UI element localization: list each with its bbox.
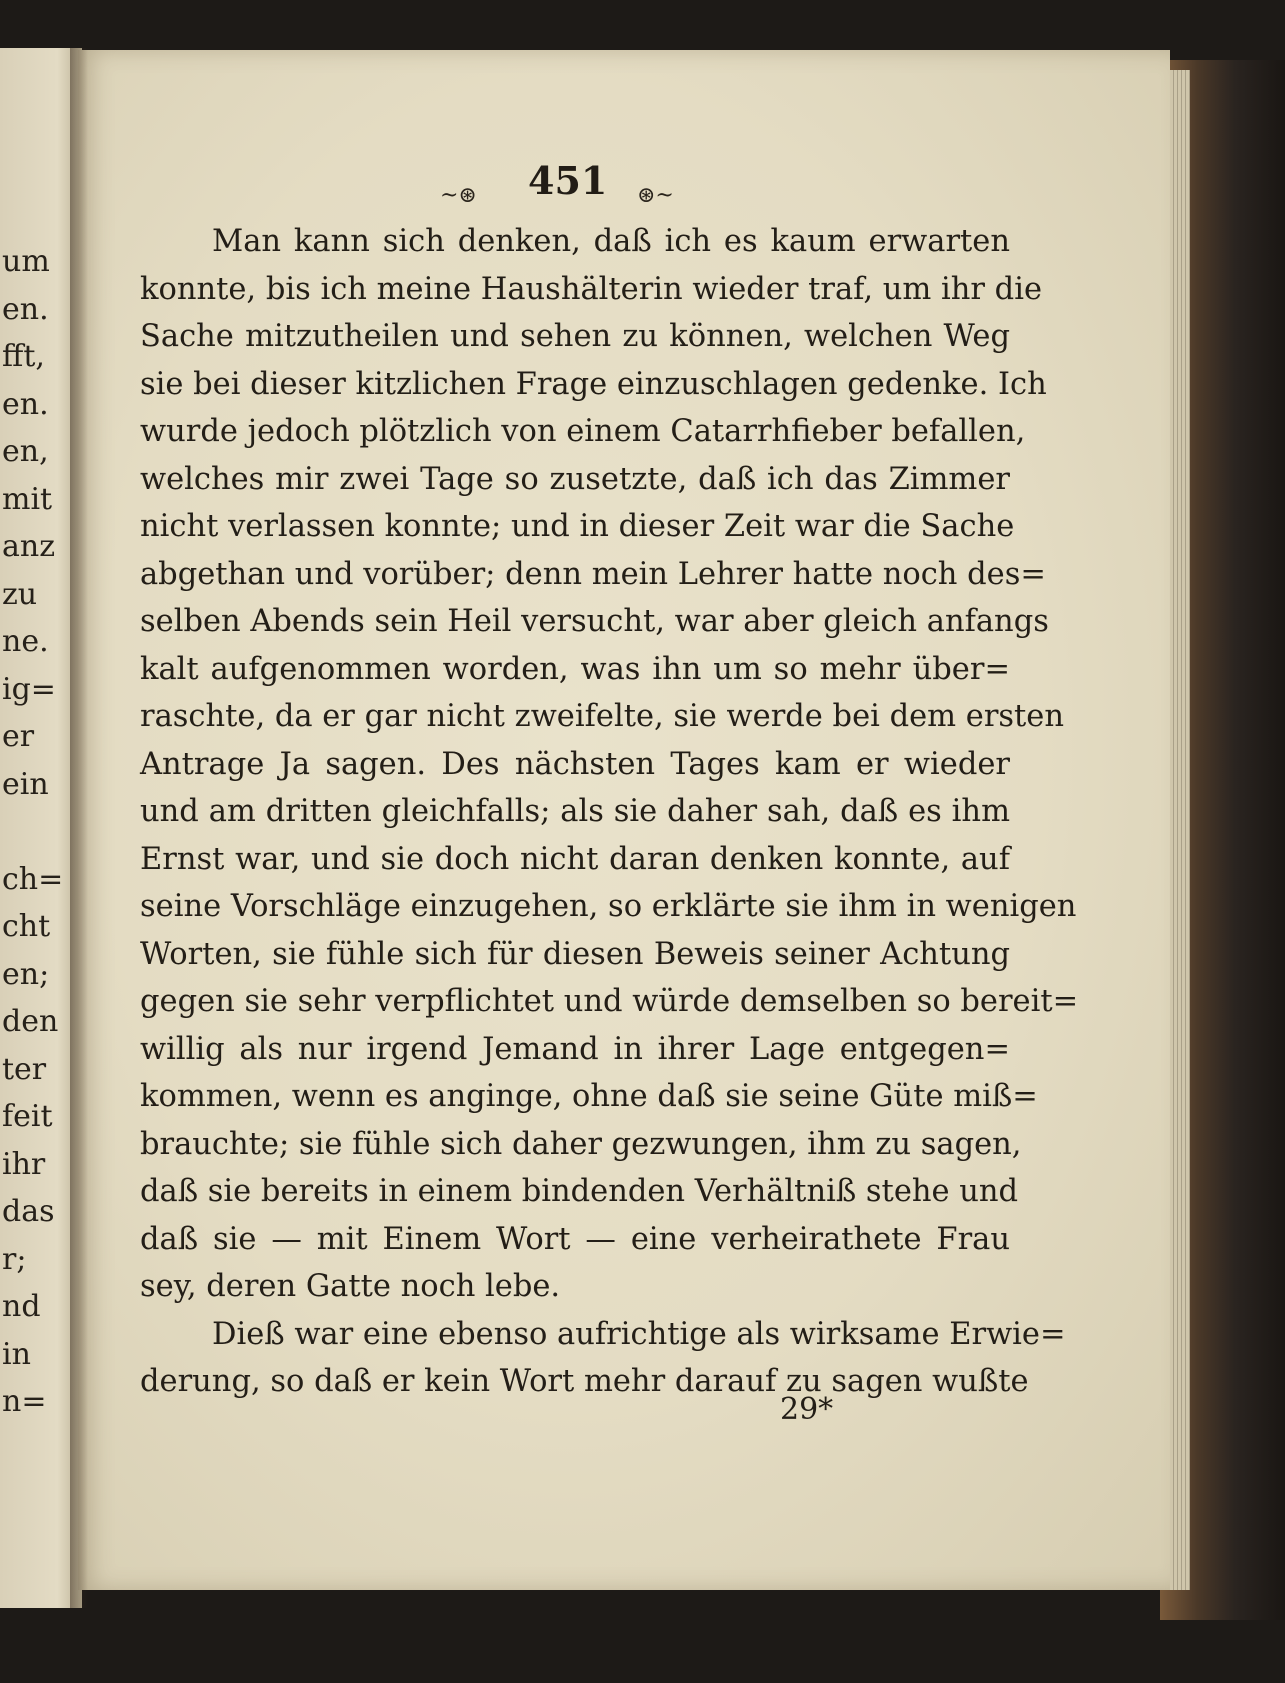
- left-fragment: ein: [2, 766, 49, 802]
- left-fragment: fft,: [2, 339, 45, 374]
- left-fragment: en.: [2, 386, 49, 422]
- left-fragment: den: [2, 1004, 59, 1039]
- text-line: Man kann sich denken, daß ich es kaum erwarten: [212, 224, 1010, 259]
- left-fragment: um: [2, 244, 50, 279]
- text-line: brauchte; sie fühle sich daher gezwungen, ihm zu sagen,: [140, 1126, 1022, 1162]
- left-fragment: nd: [2, 1289, 41, 1324]
- left-fragment: zu: [2, 576, 38, 612]
- left-fragment: das: [2, 1194, 55, 1229]
- text-line: sey, deren Gatte noch lebe.: [140, 1269, 561, 1304]
- text-line: welches mir zwei Tage so zusetzte, daß ich das Zimmer: [140, 461, 1010, 497]
- page-number: 451: [528, 158, 608, 203]
- text-line: raschte, da er gar nicht zweifelte, sie werde bei dem ersten: [140, 699, 1064, 734]
- left-fragment: anz: [2, 529, 56, 564]
- page-body: [140, 218, 1079, 1406]
- text-line: konnte, bis ich meine Haushälterin wieder traf, um ihr die: [140, 271, 1043, 307]
- text-line: daß sie — mit Einem Wort — eine verheirathete Frau: [140, 1221, 1010, 1257]
- text-line: abgethan und vorüber; denn mein Lehrer hatte noch des=: [140, 556, 1046, 592]
- text-line: daß sie bereits in einem bindenden Verhältniß stehe und: [140, 1174, 1019, 1209]
- left-fragment: ter: [2, 1051, 47, 1087]
- text-line: derung, so daß er kein Wort mehr darauf zu sagen wußte: [140, 1364, 1029, 1399]
- text-line: willig als nur irgend Jemand in ihrer Lage entgegen=: [140, 1031, 1010, 1067]
- left-fragment: r;: [2, 1241, 27, 1277]
- left-page-fragments: [2, 238, 63, 1426]
- left-fragment: n=: [2, 1384, 47, 1419]
- text-line: nicht verlassen konnte; und in dieser Zeit war die Sache: [140, 509, 1015, 544]
- text-line: wurde jedoch plötzlich von einem Catarrhfieber befallen,: [140, 414, 1026, 449]
- book-gutter: [70, 48, 88, 1608]
- left-fragment: er: [2, 719, 35, 754]
- left-fragment: ihr: [2, 1146, 46, 1182]
- left-fragment: [2, 808, 63, 856]
- text-line: Dieß war eine ebenso aufrichtige als wirksame Erwie=: [212, 1316, 1066, 1352]
- left-fragment: en;: [2, 956, 50, 992]
- left-fragment: ig=: [2, 671, 56, 707]
- text-line: sie bei dieser kitzlichen Frage einzuschlagen gedenke. Ich: [140, 366, 1047, 402]
- left-fragment: feit: [2, 1099, 53, 1134]
- text-line: kalt aufgenommen worden, was ihn um so mehr über=: [140, 651, 1010, 687]
- left-fragment: mit: [2, 481, 53, 517]
- text-line: und am dritten gleichfalls; als sie daher sah, daß es ihm: [140, 794, 1010, 829]
- left-fragment: in: [2, 1336, 31, 1372]
- text-line: Ernst war, und sie doch nicht daran denken konnte, auf: [140, 841, 1010, 877]
- signature-mark: 29*: [780, 1392, 834, 1427]
- left-fragment: ch=: [2, 861, 64, 897]
- ornament-right: ⊛~: [637, 183, 674, 208]
- text-line: Sache mitzutheilen und sehen zu können, welchen Weg: [140, 319, 1010, 354]
- left-fragment: cht: [2, 909, 51, 944]
- text-line: seine Vorschläge einzugehen, so erklärte sie ihm in wenigen: [140, 889, 1077, 924]
- text-line: kommen, wenn es anginge, ohne daß sie seine Güte miß=: [140, 1079, 1038, 1114]
- left-fragment: en.: [2, 291, 49, 327]
- text-line: gegen sie sehr verpflichtet und würde demselben so bereit=: [140, 984, 1079, 1019]
- text-line: selben Abends sein Heil versucht, war aber gleich anfangs: [140, 604, 1049, 639]
- text-line: Worten, sie fühle sich für diesen Beweis seiner Achtung: [140, 936, 1010, 972]
- left-fragment: en,: [2, 434, 49, 469]
- text-line: Antrage Ja sagen. Des nächsten Tages kam er wieder: [140, 746, 1010, 782]
- ornament-left: ~⊛: [440, 183, 477, 208]
- left-fragment: ne.: [2, 624, 49, 659]
